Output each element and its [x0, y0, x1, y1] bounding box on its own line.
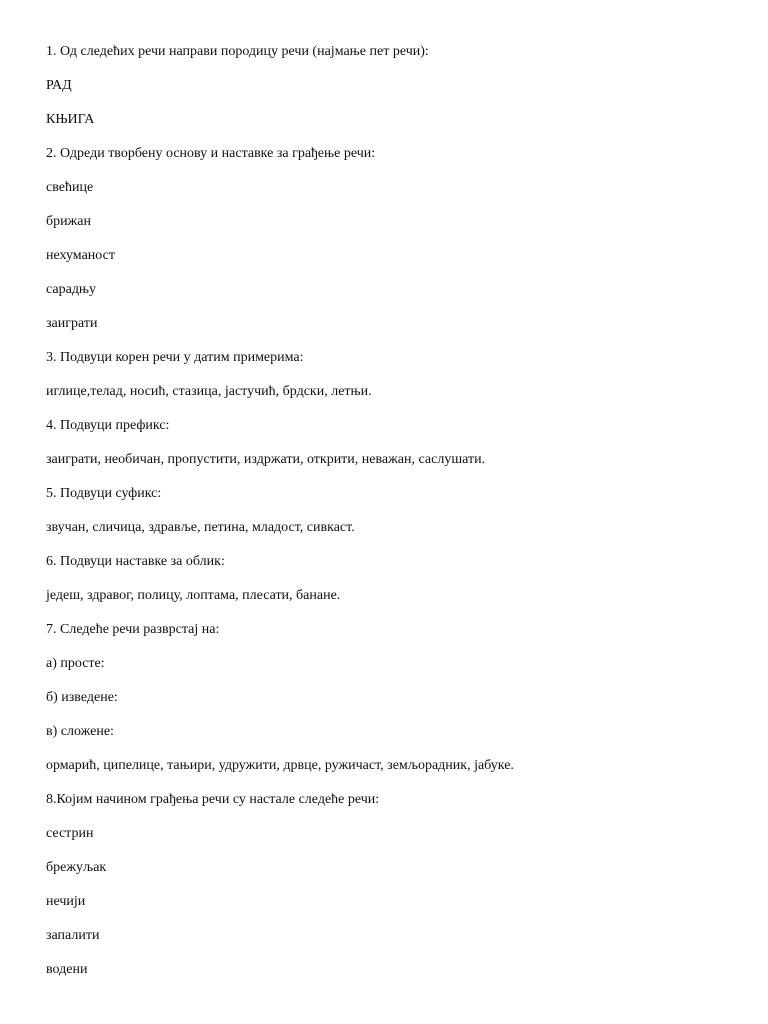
task-8-word-1: сестрин: [46, 826, 94, 841]
task-8-word-5: водени: [46, 962, 88, 977]
task-7-examples: ормарић, ципелице, тањири, удружити, дрвце, ружичаст, земљорадник, јабуке.: [46, 758, 514, 773]
task-4-heading: 4. Подвуци префикс:: [46, 418, 170, 433]
task-4-examples: заиграти, необичан, пропустити, издржати, открити, неважан, саслушати.: [46, 452, 486, 467]
task-2-word-5: заиграти: [46, 316, 98, 331]
task-7-option-b: б) изведене:: [46, 690, 118, 705]
task-3-heading: 3. Подвуци корен речи у датим примерима:: [46, 350, 304, 365]
task-2-word-3: нехуманост: [46, 248, 115, 263]
task-8-word-4: запалити: [46, 928, 100, 943]
task-8-heading: 8.Којим начином грађења речи су настале следеће речи:: [46, 792, 380, 807]
task-1-word-rad: РАД: [46, 78, 72, 93]
task-1-word-knjiga: КЊИГА: [46, 112, 95, 127]
task-5-heading: 5. Подвуци суфикс:: [46, 486, 162, 501]
task-2-word-1: свећице: [46, 180, 94, 195]
task-5-examples: звучан, сличица, здравље, петина, младост, сивкаст.: [46, 520, 355, 535]
task-7-option-a: а) просте:: [46, 656, 105, 671]
task-6-heading: 6. Подвуци наставке за облик:: [46, 554, 225, 569]
task-7-heading: 7. Следеће речи разврстај на:: [46, 622, 220, 637]
task-3-examples: иглице,телад, носић, стазица, јастучић, брдски, летњи.: [46, 384, 372, 399]
task-7-option-v: в) сложене:: [46, 724, 114, 739]
task-2-word-4: сарадњу: [46, 282, 97, 297]
task-6-examples: једеш, здравог, полицу, лоптама, плесати, банане.: [46, 588, 341, 603]
task-2-word-2: брижан: [46, 214, 91, 229]
task-1-heading: 1. Од следећих речи направи породицу речи (најмање пет речи):: [46, 44, 429, 59]
task-8-word-3: нечији: [46, 894, 86, 909]
task-2-heading: 2. Одреди творбену основу и наставке за грађење речи:: [46, 146, 376, 161]
task-8-word-2: брежуљак: [46, 860, 107, 875]
